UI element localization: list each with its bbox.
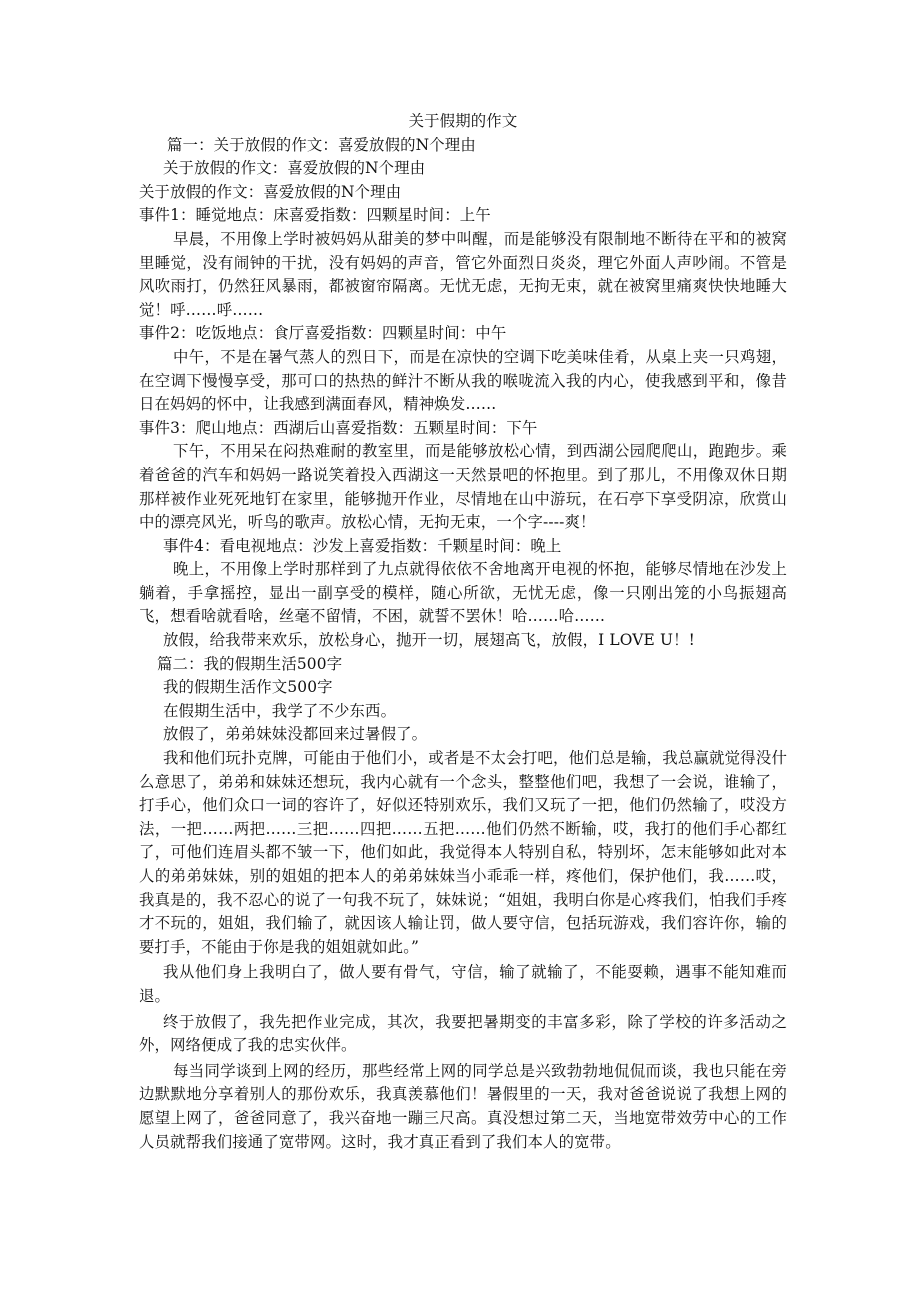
paragraph-broadband: 每当同学谈到上网的经历，那些经常上网的同学总是兴致勃勃地侃侃而谈，我也只能在旁边默默地分享着别人的那份欢乐，我真羡慕他们！暑假里的一天，我对爸爸说说了我想上网的愿望上网了，爸爸同意了，我兴奋地一蹦三尺高。真没想过第二天，当地宽带效劳中心的工作人员就帮我们接通了宽带网。这时，我才真正看到了我们本人的宽带。 xyxy=(139,1061,787,1151)
event-4-heading: 事件4：看电视地点：沙发上喜爱指数：千颗星时间：晚上 xyxy=(163,536,562,555)
paragraph-internet-intro: 终于放假了，我先把作业完成，其次，我要把暑期变的丰富多彩，除了学校的许多活动之外，网络便成了我的忠实伙伴。 xyxy=(139,1012,787,1055)
event-2-heading: 事件2：吃饭地点：食厅喜爱指数：四颗星时间：中午 xyxy=(139,324,507,343)
section-heading-2: 篇二：我的假期生活500字 xyxy=(157,654,343,673)
section-heading-1: 篇一：关于放假的作文：喜爱放假的N个理由 xyxy=(167,135,476,154)
document-page xyxy=(139,110,787,1154)
event-4-paragraph: 晚上，不用像上学时那样到了九点就得依依不舍地离开电视的怀抱，能够尽情地在沙发上躺着，手拿摇控，显出一副享受的模样，随心所欲，无忧无虑，像一只刚出笼的小鸟振翅高飞，想看啥就看啥，丝毫不留情，不困，就誓不罢休！哈……哈…… xyxy=(139,560,787,626)
article-subheading: 关于放假的作文：喜爱放假的N个理由 xyxy=(139,182,402,201)
document-title: 关于假期的作文 xyxy=(408,112,518,130)
essay-title: 我的假期生活作文500字 xyxy=(163,678,333,697)
closing-paragraph: 放假，给我带来欢乐，放松身心，抛开一切，展翅高飞，放假，I LOVE U！! xyxy=(163,631,695,650)
paragraph-holiday: 放假了，弟弟妹妹没都回来过暑假了。 xyxy=(163,725,428,744)
event-3-paragraph: 下午，不用呆在闷热难耐的教室里，而是能够放松心情，到西湖公园爬爬山，跑跑步。乘着爸爸的汽车和妈妈一路说笑着投入西湖这一天然景吧的怀抱里。到了那儿，不用像双休日期那样被作业死死地钉在家里，能够抛开作业，尽情地在山中游玩，在石亭下享受阴凉，欣赏山中的漂亮风光，听鸟的歌声。放松心情，无拘无束，一个字----爽！ xyxy=(139,442,787,532)
event-1-heading: 事件1：睡觉地点：床喜爱指数：四颗星时间：上午 xyxy=(139,206,491,225)
event-2-paragraph: 中午，不是在暑气蒸人的烈日下，而是在凉快的空调下吃美味佳肴，从桌上夹一只鸡翅，在空调下慢慢享受，那可口的热热的鲜汁不断从我的喉咙流入我的内心，使我感到平和，像昔日在妈妈的怀中，让我感到满面春风，精神焕发…… xyxy=(139,347,787,414)
event-1-paragraph: 早晨，不用像上学时被妈妈从甜美的梦中叫醒，而是能够没有限制地不断待在平和的被窝里睡觉，没有闹钟的干扰，没有妈妈的声音，管它外面烈日炎炎，理它外面人声吵闹。不管是风吹雨打，仍然狂风暴雨，都被窗帘隔离。无忧无虑，无拘无束，就在被窝里痛爽快快地睡大觉！呼……呼…… xyxy=(139,229,787,319)
paragraph-lesson: 我从他们身上我明白了，做人要有骨气，守信，输了就输了，不能耍赖，遇事不能知难而退。 xyxy=(139,963,787,1005)
article-heading: 关于放假的作文：喜爱放假的N个理由 xyxy=(163,159,426,178)
paragraph-cards: 我和他们玩扑克牌，可能由于他们小，或者是不太会打吧，他们总是输，我总赢就觉得没什么意思了，弟弟和妹妹还想玩，我内心就有一个念头，整整他们吧，我想了一会说，谁输了，打手心，他们众口一词的容许了，好似还特别欢乐，我们又玩了一把，他们仍然输了，哎没方法，一把……两把……三把……四把……五把……他们仍然不断输，哎，我打的他们手心都红了，可他们连眉头都不皱一下，他们如此，我觉得本人特别自私，特别坏，怎末能够如此对本人的弟弟妹妹，别的姐姐的把本人的弟弟妹妹当小乖乖一样，疼他们，保护他们，我……哎，我真是的，我不忍心的说了一句我不玩了，妹妹说；“姐姐，我明白你是心疼我们，怕我们手疼才不玩的，姐姐，我们输了，就因该人输让罚，做人要守信，包括玩游戏，我们容许你，输的要打手，不能由于你是我的姐姐就如此。” xyxy=(139,749,787,956)
paragraph-intro: 在假期生活中，我学了不少东西。 xyxy=(163,701,397,720)
event-3-heading: 事件3：爬山地点：西湖后山喜爱指数：五颗星时间：下午 xyxy=(139,418,538,437)
